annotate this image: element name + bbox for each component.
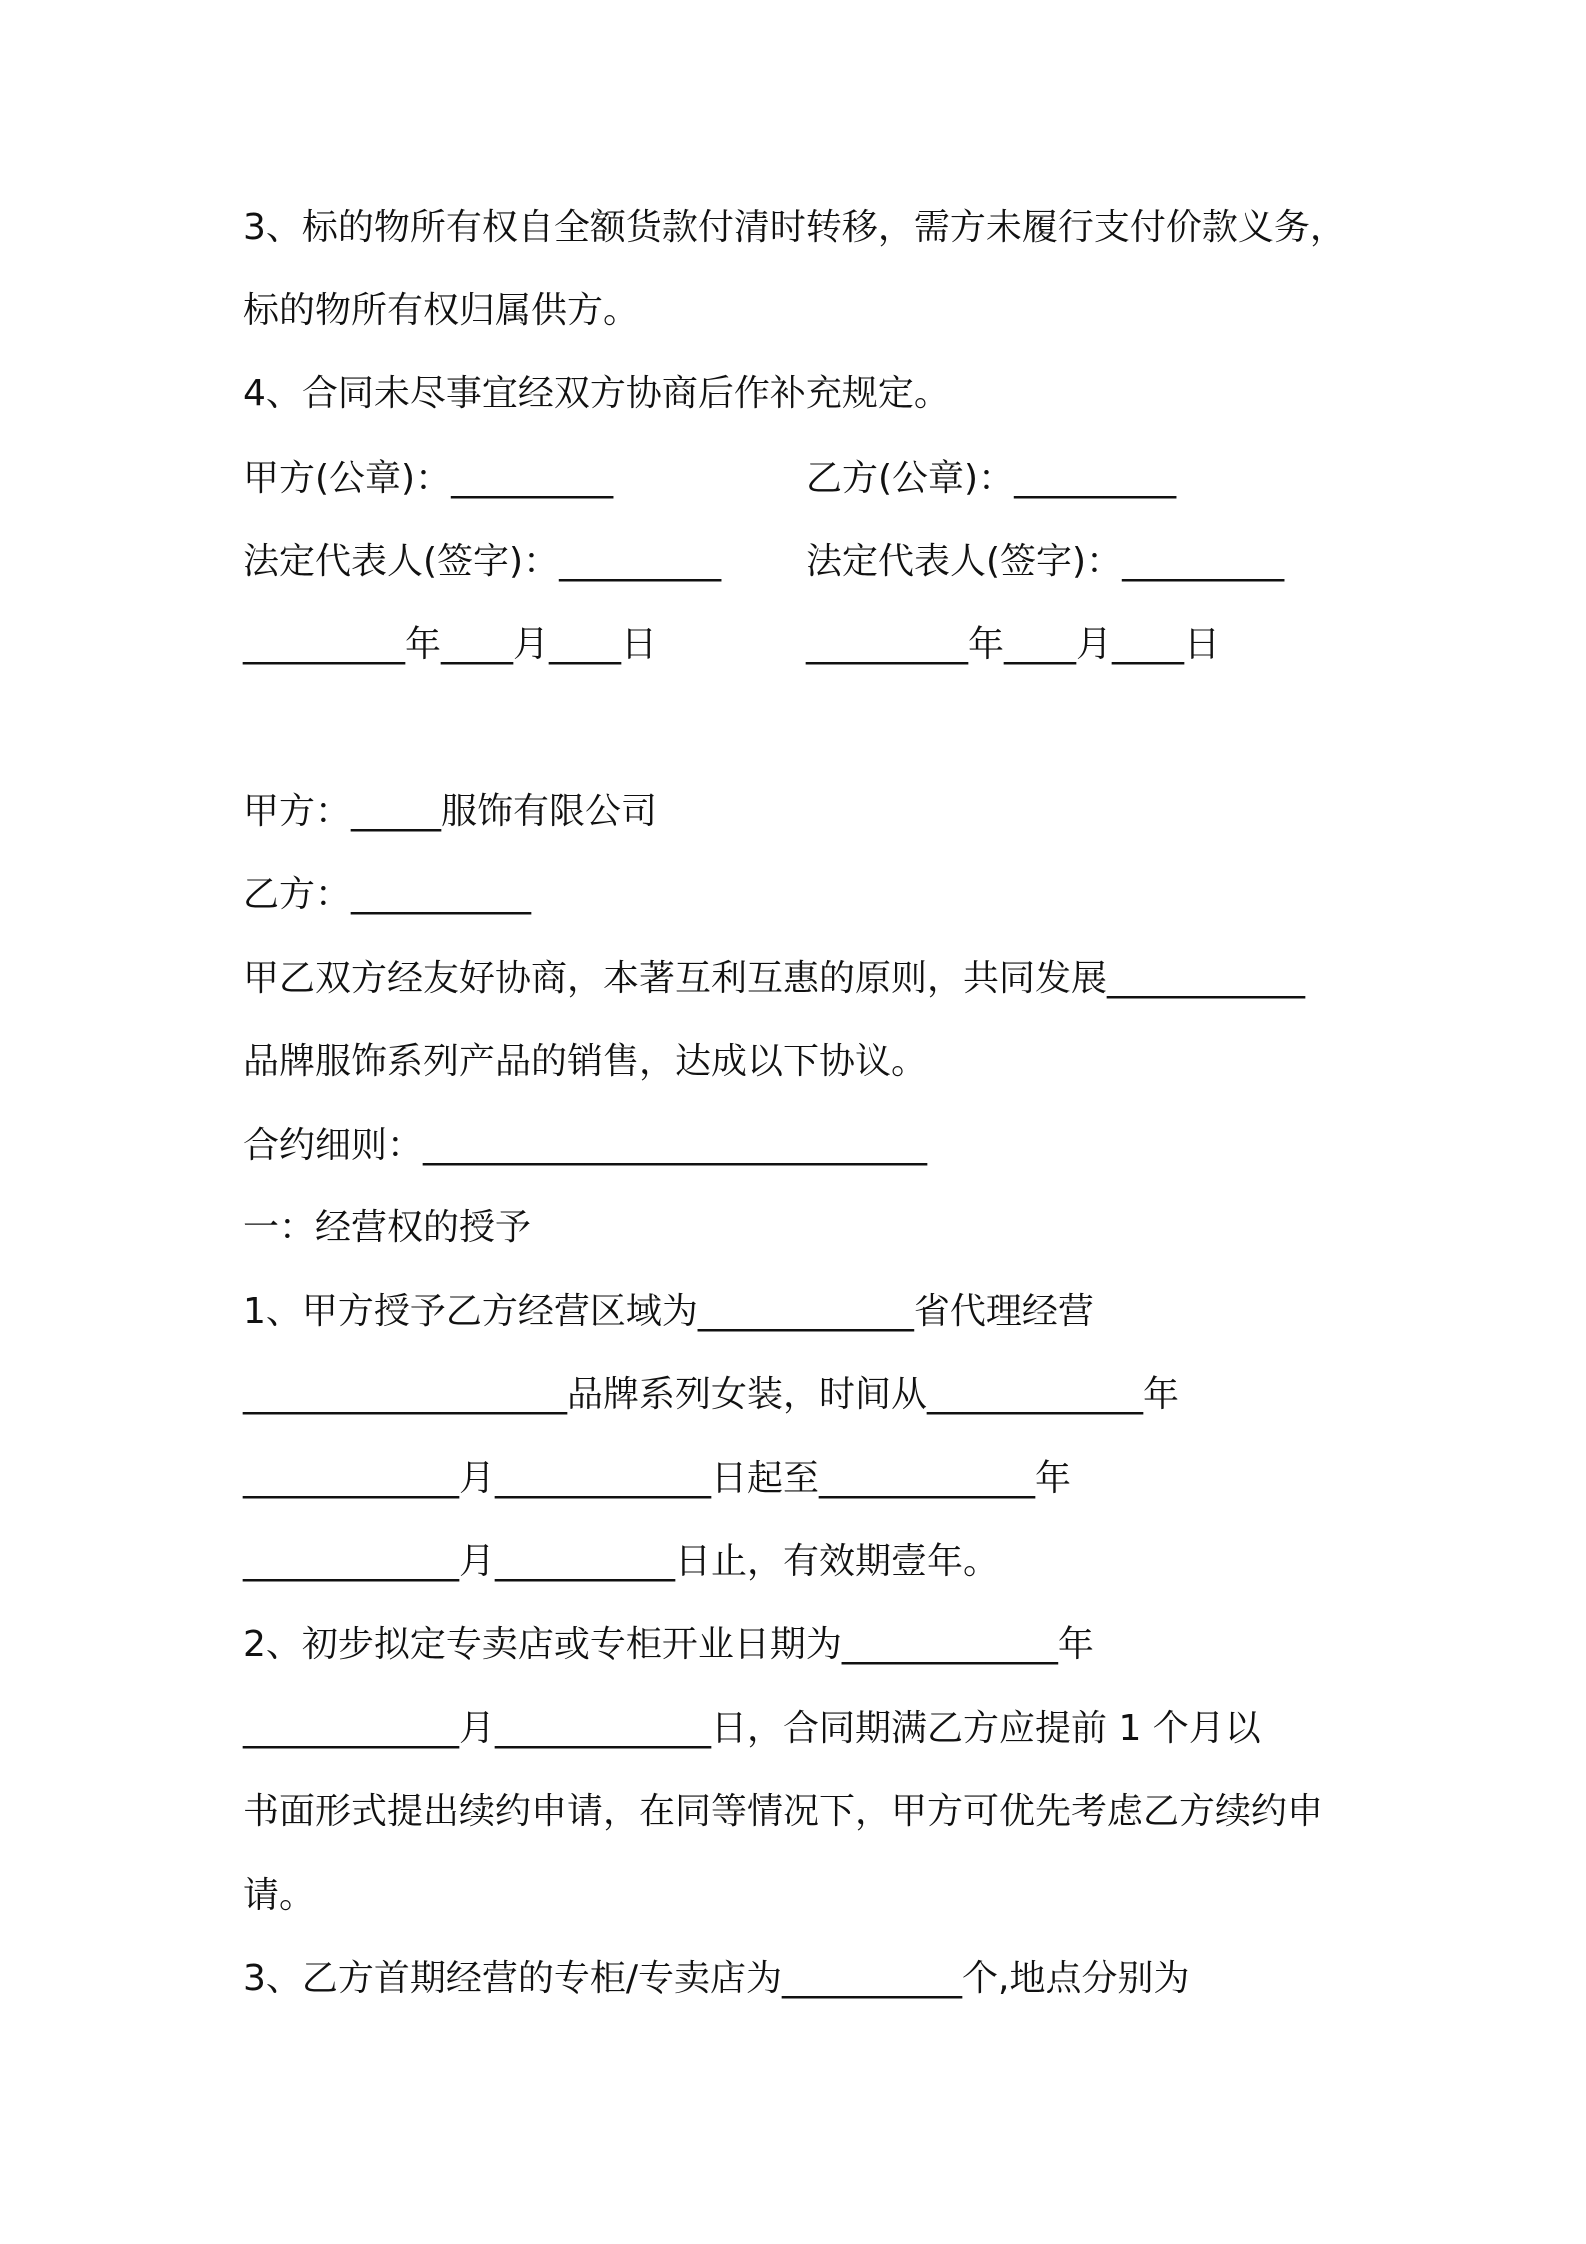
intro-paragraph: 甲乙双方经友好协商，本著互利互惠的原则，共同发展___________ [243,958,1306,999]
contract-details: 合约细则：____________________________ [243,1125,928,1166]
clause-4-supplement: 4、合同未尽事宜经双方协商后作补充规定。 [243,373,950,414]
party-a-representative: 法定代表人(签字)：_________ [243,541,722,582]
party-a-date: _________年____月____日 [243,624,657,665]
party-b-date: _________年____月____日 [806,624,1220,665]
party-b-name: 乙方：__________ [243,874,532,915]
party-b-representative: 法定代表人(签字)：_________ [806,541,1285,582]
party-a-seal: 甲方(公章)：_________ [243,458,614,499]
item-1-brand-period: __________________品牌系列女装，时间从____________年 [243,1374,1180,1415]
item-2-renewal-end: 请。 [243,1875,316,1916]
item-2-renewal-cont: 书面形式提出续约申请，在同等情况下，甲方可优先考虑乙方续约申 [243,1791,1324,1832]
item-1-validity: ____________月__________日止，有效期壹年。 [243,1541,1000,1582]
clause-3-ownership-cont: 标的物所有权归属供方。 [243,290,640,331]
party-a-name: 甲方：_____服饰有限公司 [243,791,658,832]
item-1-dates: ____________月____________日起至____________年 [243,1458,1072,1499]
item-3-stores: 3、乙方首期经营的专柜/专卖店为__________个,地点分别为 [243,1958,1190,1999]
item-2-renewal: ____________月____________日，合同期满乙方应提前 1 个月以 [243,1708,1261,1749]
party-b-seal: 乙方(公章)：_________ [806,458,1177,499]
item-1-region: 1、甲方授予乙方经营区域为____________省代理经营 [243,1291,1094,1332]
intro-paragraph-cont: 品牌服饰系列产品的销售，达成以下协议。 [243,1041,928,1082]
item-2-opening-date: 2、初步拟定专卖店或专柜开业日期为____________年 [243,1624,1094,1665]
section-1-heading: 一：经营权的授予 [243,1207,532,1248]
clause-3-ownership: 3、标的物所有权自全额货款付清时转移，需方未履行支付价款义务， [243,207,1346,248]
